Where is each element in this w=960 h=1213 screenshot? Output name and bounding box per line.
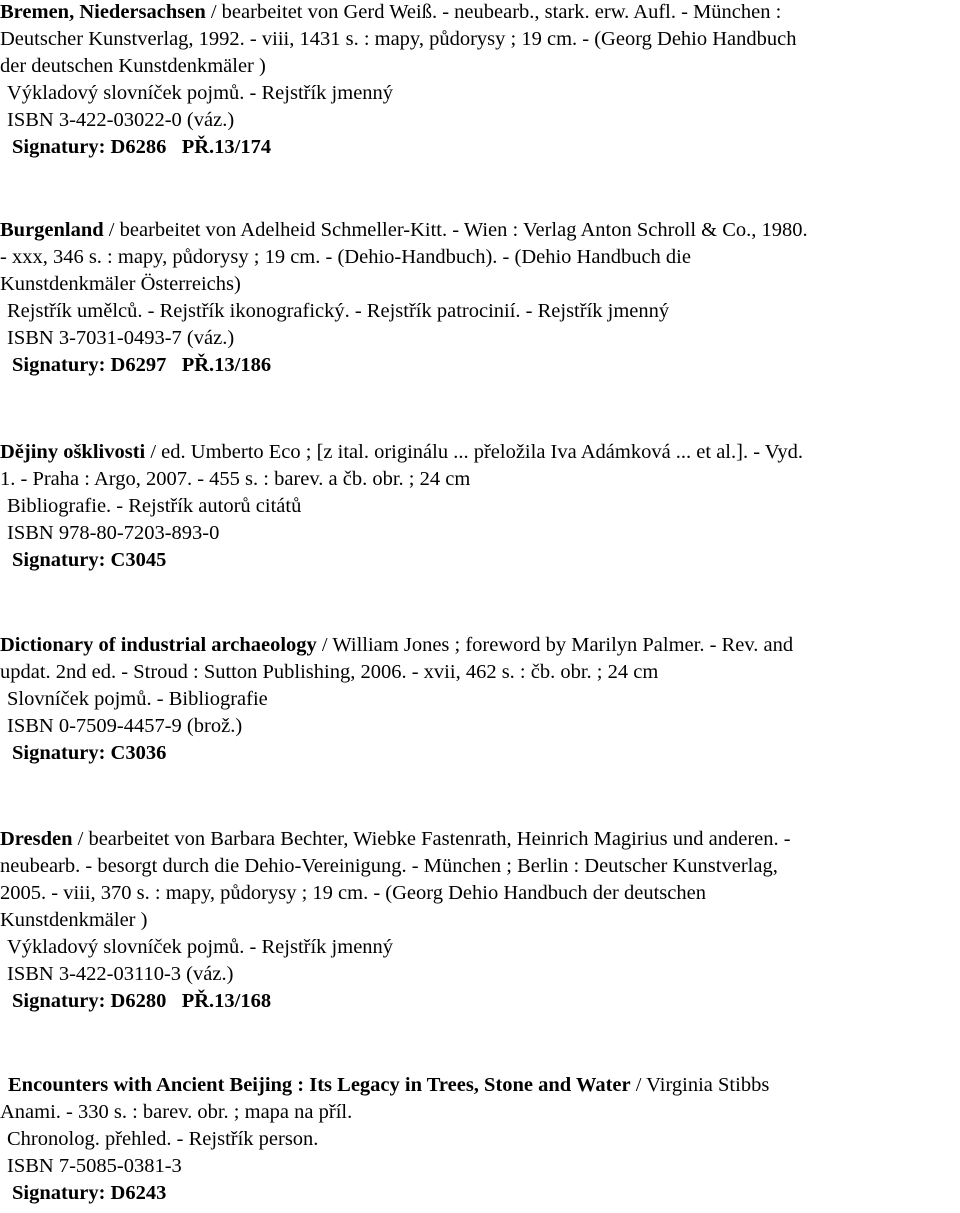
entry-description: / William Jones ; foreword by Marilyn Palmer. - Rev. and xyxy=(316,634,794,656)
entry-description: neubearb. - besorgt durch die Dehio-Vereinigung. - München ; Berlin : Deutscher Kunstverlag, xyxy=(0,855,778,877)
entry-description: der deutschen Kunstdenkmäler ) xyxy=(0,55,266,77)
entry-isbn: ISBN 3-422-03110-3 (váz.) xyxy=(7,963,234,985)
entry-description: / ed. Umberto Eco ; [z ital. originálu ... přeložila Iva Adámková ... et al.]. - Vyd. xyxy=(145,441,803,463)
entry-description: updat. 2nd ed. - Stroud : Sutton Publishing, 2006. - xvii, 462 s. : čb. obr. ; 24 cm xyxy=(0,661,659,683)
entry-isbn: ISBN 7-5085-0381-3 xyxy=(7,1155,182,1177)
entry-notes: Bibliografie. - Rejstřík autorů citátů xyxy=(7,495,302,517)
entry-title: Dějiny ošklivosti xyxy=(0,441,146,463)
entry-description: / bearbeitet von Adelheid Schmeller-Kitt. - Wien : Verlag Anton Schroll & Co., 1980. xyxy=(103,219,808,241)
catalog-entry xyxy=(0,1072,950,1207)
entry-signature: Signatury: D6243 xyxy=(12,1182,167,1204)
entry-notes: Rejstřík umělců. - Rejstřík ikonografický. - Rejstřík patrocinií. - Rejstřík jmenný xyxy=(7,300,670,322)
entry-first-line xyxy=(0,0,950,26)
entry-first-line xyxy=(0,217,950,244)
entry-signature: Signatury: C3036 xyxy=(12,742,167,764)
entry-first-line xyxy=(0,1072,950,1099)
catalog-entry xyxy=(0,217,950,379)
entry-notes: Výkladový slovníček pojmů. - Rejstřík jmenný xyxy=(7,936,394,958)
entry-description: Kunstdenkmäler ) xyxy=(0,909,148,931)
entry-signature: Signatury: D6286 PŘ.13/174 xyxy=(12,136,272,158)
entry-description: / bearbeitet von Barbara Bechter, Wiebke Fastenrath, Heinrich Magirius und anderen. - xyxy=(72,828,791,850)
catalog-entry xyxy=(0,826,950,1015)
entry-title: Bremen, Niedersachsen xyxy=(0,1,206,23)
entry-title: Burgenland xyxy=(0,219,104,241)
entry-notes: Výkladový slovníček pojmů. - Rejstřík jmenný xyxy=(7,82,394,104)
entry-title: Encounters with Ancient Beijing : Its Legacy in Trees, Stone and Water xyxy=(8,1074,631,1096)
entry-isbn: ISBN 3-7031-0493-7 (váz.) xyxy=(7,327,235,349)
entry-first-line xyxy=(0,826,950,853)
entry-description: Kunstdenkmäler Österreichs) xyxy=(0,273,241,295)
entry-title: Dictionary of industrial archaeology xyxy=(0,634,317,656)
catalog-entry xyxy=(0,632,950,767)
entry-signature: Signatury: D6280 PŘ.13/168 xyxy=(12,990,272,1012)
catalog-entry xyxy=(0,439,950,574)
entry-first-line xyxy=(0,439,950,466)
entry-description: 2005. - viii, 370 s. : mapy, půdorysy ; 19 cm. - (Georg Dehio Handbuch der deutschen xyxy=(0,882,706,904)
entry-title: Dresden xyxy=(0,828,73,850)
entry-first-line xyxy=(0,632,950,659)
entry-description: Deutscher Kunstverlag, 1992. - viii, 1431 s. : mapy, půdorysy ; 19 cm. - (Georg Dehio Handbuch xyxy=(0,28,797,50)
entry-description: Anami. - 330 s. : barev. obr. ; mapa na příl. xyxy=(0,1101,353,1123)
entry-signature: Signatury: D6297 PŘ.13/186 xyxy=(12,354,272,376)
entry-signature: Signatury: C3045 xyxy=(12,549,167,571)
entry-description: 1. - Praha : Argo, 2007. - 455 s. : barev. a čb. obr. ; 24 cm xyxy=(0,468,471,490)
entry-notes: Slovníček pojmů. - Bibliografie xyxy=(7,688,268,710)
entry-isbn: ISBN 978-80-7203-893-0 xyxy=(7,522,220,544)
entry-isbn: ISBN 0-7509-4457-9 (brož.) xyxy=(7,715,243,737)
catalog-entry xyxy=(0,0,950,161)
entry-description: / bearbeitet von Gerd Weiß. - neubearb., stark. erw. Aufl. - München : xyxy=(205,1,782,23)
entry-isbn: ISBN 3-422-03022-0 (váz.) xyxy=(7,109,235,131)
entry-description: - xxx, 346 s. : mapy, půdorysy ; 19 cm. - (Dehio-Handbuch). - (Dehio Handbuch die xyxy=(0,246,691,268)
entry-description: / Virginia Stibbs xyxy=(630,1074,770,1096)
entry-notes: Chronolog. přehled. - Rejstřík person. xyxy=(7,1128,319,1150)
